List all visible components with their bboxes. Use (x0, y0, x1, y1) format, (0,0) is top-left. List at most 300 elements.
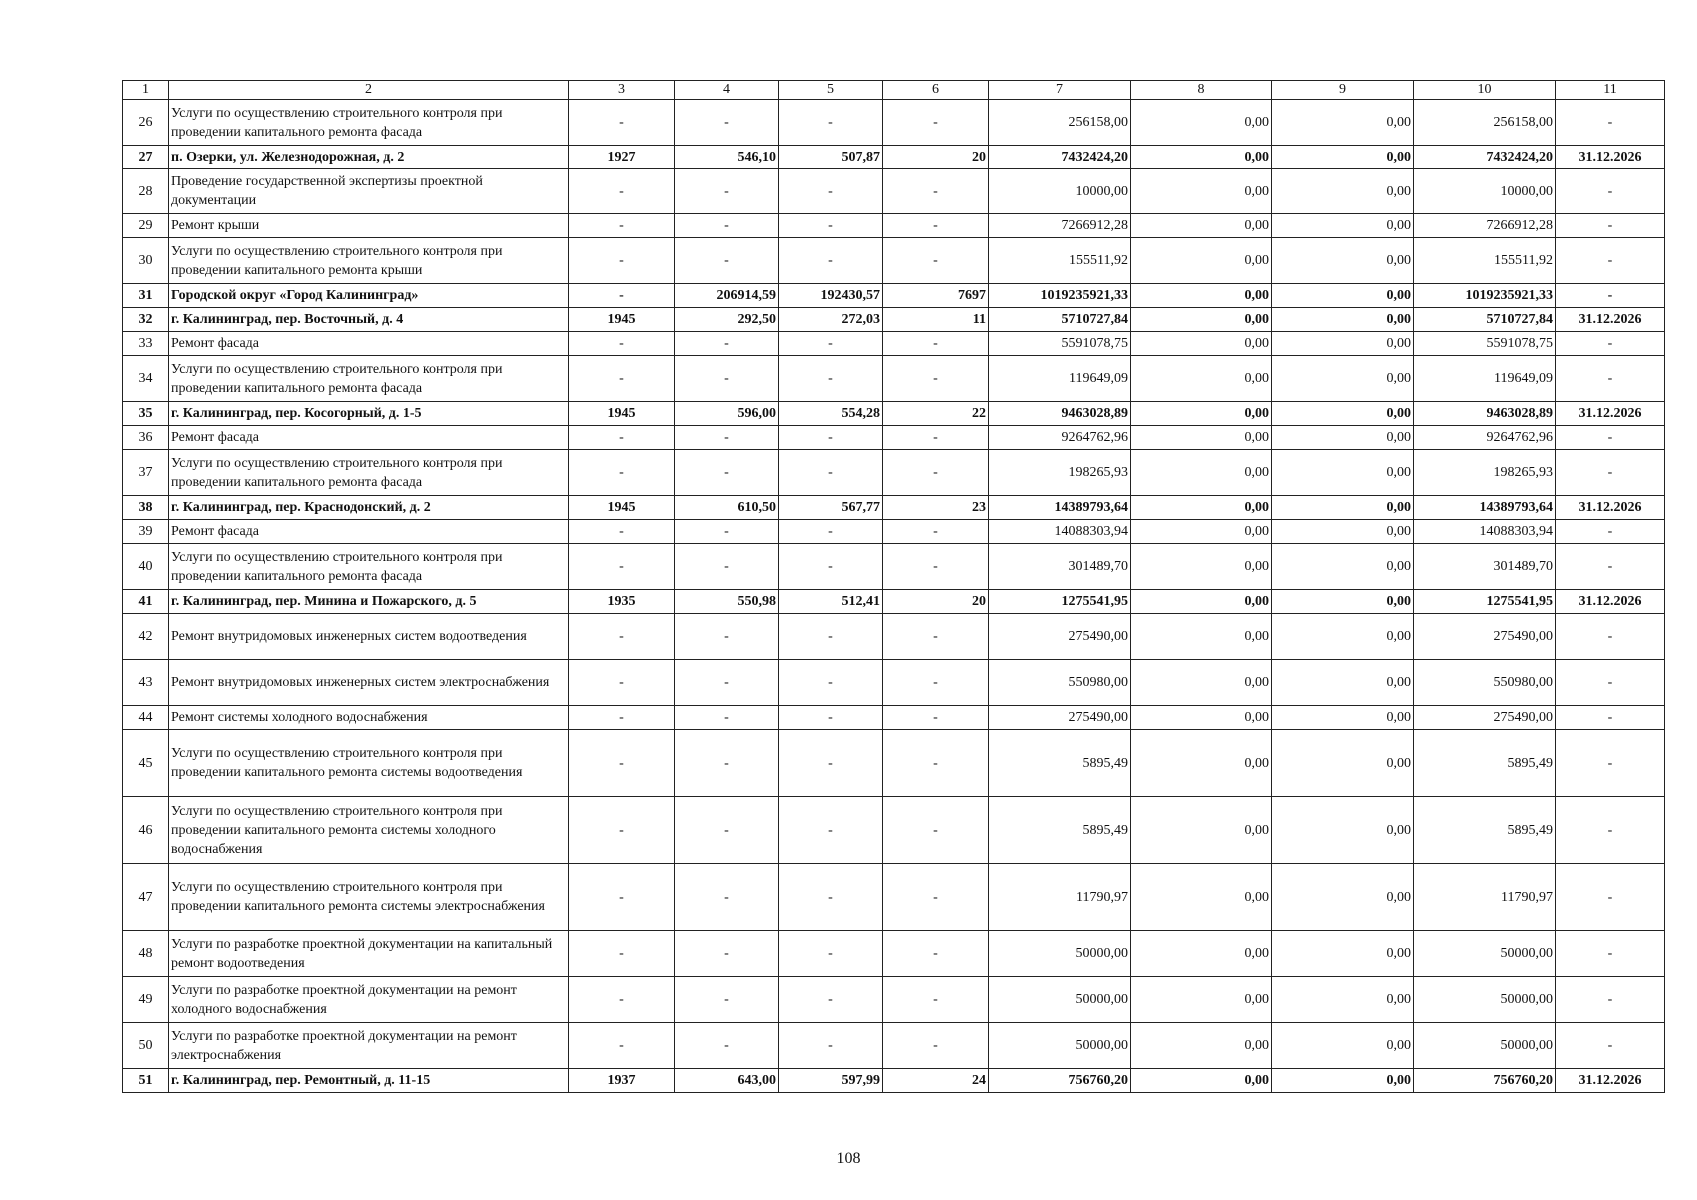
residents-cell: 7697 (883, 284, 989, 308)
total-area-cell: - (675, 214, 779, 238)
residents-cell: - (883, 730, 989, 797)
living-area-cell: - (779, 238, 883, 284)
completion-date-cell: - (1556, 660, 1665, 706)
work-item-row (123, 544, 1665, 590)
row-number-cell: 47 (123, 864, 169, 931)
owner-funds-cell: 5710727,84 (1414, 308, 1556, 332)
residents-cell: - (883, 169, 989, 214)
federal-funds-cell: 0,00 (1131, 100, 1272, 146)
item-name-cell: Услуги по осуществлению строительного контроля при проведении капитального ремонта системы водоотведения (169, 730, 569, 797)
residents-cell: - (883, 544, 989, 590)
regional-funds-cell: 0,00 (1272, 520, 1414, 544)
year-built-cell: - (569, 238, 675, 284)
federal-funds-cell: 0,00 (1131, 1023, 1272, 1069)
federal-funds-cell: 0,00 (1131, 496, 1272, 520)
owner-funds-cell: 9463028,89 (1414, 402, 1556, 426)
living-area-cell: 554,28 (779, 402, 883, 426)
address-row (123, 308, 1665, 332)
total-cost-cell: 256158,00 (989, 100, 1131, 146)
total-area-cell: - (675, 706, 779, 730)
living-area-cell: - (779, 520, 883, 544)
item-name-cell: Услуги по осуществлению строительного контроля при проведении капитального ремонта фасада (169, 450, 569, 496)
federal-funds-cell: 0,00 (1131, 214, 1272, 238)
year-built-cell: - (569, 356, 675, 402)
row-number-cell: 31 (123, 284, 169, 308)
row-number-cell: 44 (123, 706, 169, 730)
federal-funds-cell: 0,00 (1131, 614, 1272, 660)
year-built-cell: - (569, 706, 675, 730)
federal-funds-cell: 0,00 (1131, 706, 1272, 730)
item-name-cell: Услуги по осуществлению строительного контроля при проведении капитального ремонта системы холодного водоснабжения (169, 797, 569, 864)
living-area-cell: - (779, 332, 883, 356)
work-item-row (123, 169, 1665, 214)
address-row (123, 590, 1665, 614)
work-item-row (123, 864, 1665, 931)
year-built-cell: - (569, 614, 675, 660)
item-name-cell: Ремонт фасада (169, 332, 569, 356)
work-item-row (123, 614, 1665, 660)
year-built-cell: 1937 (569, 1069, 675, 1093)
regional-funds-cell: 0,00 (1272, 332, 1414, 356)
total-area-cell: - (675, 660, 779, 706)
row-number-cell: 48 (123, 931, 169, 977)
column-number-cell: 10 (1414, 81, 1556, 100)
year-built-cell: - (569, 426, 675, 450)
item-name-cell: Услуги по разработке проектной документации на капитальный ремонт водоотведения (169, 931, 569, 977)
total-area-cell: 546,10 (675, 146, 779, 169)
work-item-row (123, 797, 1665, 864)
total-cost-cell: 275490,00 (989, 614, 1131, 660)
federal-funds-cell: 0,00 (1131, 238, 1272, 284)
column-number-cell: 9 (1272, 81, 1414, 100)
residents-cell: - (883, 214, 989, 238)
total-cost-cell: 756760,20 (989, 1069, 1131, 1093)
column-number-cell: 8 (1131, 81, 1272, 100)
regional-funds-cell: 0,00 (1272, 402, 1414, 426)
completion-date-cell: - (1556, 214, 1665, 238)
row-number-cell: 50 (123, 1023, 169, 1069)
total-area-cell: 550,98 (675, 590, 779, 614)
work-item-row (123, 706, 1665, 730)
residents-cell: 20 (883, 590, 989, 614)
row-number-cell: 36 (123, 426, 169, 450)
total-cost-cell: 9463028,89 (989, 402, 1131, 426)
regional-funds-cell: 0,00 (1272, 730, 1414, 797)
year-built-cell: - (569, 864, 675, 931)
regional-funds-cell: 0,00 (1272, 1023, 1414, 1069)
work-item-row (123, 332, 1665, 356)
residents-cell: - (883, 100, 989, 146)
regional-funds-cell: 0,00 (1272, 614, 1414, 660)
total-area-cell: - (675, 1023, 779, 1069)
completion-date-cell: 31.12.2026 (1556, 1069, 1665, 1093)
row-number-cell: 49 (123, 977, 169, 1023)
completion-date-cell: - (1556, 797, 1665, 864)
federal-funds-cell: 0,00 (1131, 931, 1272, 977)
regional-funds-cell: 0,00 (1272, 100, 1414, 146)
federal-funds-cell: 0,00 (1131, 332, 1272, 356)
residents-cell: 20 (883, 146, 989, 169)
regional-funds-cell: 0,00 (1272, 450, 1414, 496)
living-area-cell: - (779, 426, 883, 450)
federal-funds-cell: 0,00 (1131, 864, 1272, 931)
living-area-cell: - (779, 1023, 883, 1069)
work-item-row (123, 356, 1665, 402)
total-area-cell: 610,50 (675, 496, 779, 520)
work-item-row (123, 931, 1665, 977)
row-number-cell: 33 (123, 332, 169, 356)
living-area-cell: 597,99 (779, 1069, 883, 1093)
completion-date-cell: - (1556, 356, 1665, 402)
total-cost-cell: 50000,00 (989, 931, 1131, 977)
column-number-cell: 1 (123, 81, 169, 100)
federal-funds-cell: 0,00 (1131, 308, 1272, 332)
residents-cell: - (883, 426, 989, 450)
total-area-cell: - (675, 864, 779, 931)
owner-funds-cell: 1019235921,33 (1414, 284, 1556, 308)
living-area-cell: 192430,57 (779, 284, 883, 308)
work-item-row (123, 660, 1665, 706)
total-area-cell: 206914,59 (675, 284, 779, 308)
residents-cell: 11 (883, 308, 989, 332)
item-name-cell: Услуги по разработке проектной документации на ремонт холодного водоснабжения (169, 977, 569, 1023)
year-built-cell: - (569, 284, 675, 308)
federal-funds-cell: 0,00 (1131, 450, 1272, 496)
item-name-cell: г. Калининград, пер. Минина и Пожарского, д. 5 (169, 590, 569, 614)
owner-funds-cell: 5895,49 (1414, 730, 1556, 797)
regional-funds-cell: 0,00 (1272, 426, 1414, 450)
year-built-cell: 1945 (569, 402, 675, 426)
column-number-cell: 4 (675, 81, 779, 100)
completion-date-cell: - (1556, 730, 1665, 797)
owner-funds-cell: 275490,00 (1414, 614, 1556, 660)
living-area-cell: - (779, 450, 883, 496)
total-cost-cell: 14389793,64 (989, 496, 1131, 520)
completion-date-cell: - (1556, 1023, 1665, 1069)
item-name-cell: Ремонт внутридомовых инженерных систем водоотведения (169, 614, 569, 660)
year-built-cell: - (569, 169, 675, 214)
owner-funds-cell: 301489,70 (1414, 544, 1556, 590)
completion-date-cell: - (1556, 864, 1665, 931)
total-cost-cell: 5710727,84 (989, 308, 1131, 332)
living-area-cell: - (779, 169, 883, 214)
owner-funds-cell: 256158,00 (1414, 100, 1556, 146)
federal-funds-cell: 0,00 (1131, 426, 1272, 450)
total-area-cell: - (675, 426, 779, 450)
work-item-row (123, 520, 1665, 544)
total-area-cell: - (675, 614, 779, 660)
year-built-cell: - (569, 797, 675, 864)
total-area-cell: - (675, 931, 779, 977)
completion-date-cell: - (1556, 544, 1665, 590)
owner-funds-cell: 14389793,64 (1414, 496, 1556, 520)
residents-cell: - (883, 356, 989, 402)
completion-date-cell: 31.12.2026 (1556, 402, 1665, 426)
residents-cell: - (883, 660, 989, 706)
regional-funds-cell: 0,00 (1272, 864, 1414, 931)
federal-funds-cell: 0,00 (1131, 730, 1272, 797)
residents-cell: - (883, 1023, 989, 1069)
column-number-cell: 3 (569, 81, 675, 100)
column-number-cell: 6 (883, 81, 989, 100)
total-cost-cell: 14088303,94 (989, 520, 1131, 544)
regional-funds-cell: 0,00 (1272, 214, 1414, 238)
total-area-cell: - (675, 100, 779, 146)
work-item-row (123, 100, 1665, 146)
federal-funds-cell: 0,00 (1131, 797, 1272, 864)
year-built-cell: - (569, 214, 675, 238)
residents-cell: 24 (883, 1069, 989, 1093)
address-row (123, 284, 1665, 308)
owner-funds-cell: 1275541,95 (1414, 590, 1556, 614)
work-item-row (123, 977, 1665, 1023)
column-number-cell: 7 (989, 81, 1131, 100)
living-area-cell: - (779, 706, 883, 730)
completion-date-cell: 31.12.2026 (1556, 146, 1665, 169)
completion-date-cell: - (1556, 977, 1665, 1023)
regional-funds-cell: 0,00 (1272, 797, 1414, 864)
total-cost-cell: 5895,49 (989, 797, 1131, 864)
federal-funds-cell: 0,00 (1131, 402, 1272, 426)
address-row (123, 496, 1665, 520)
total-cost-cell: 50000,00 (989, 977, 1131, 1023)
owner-funds-cell: 5895,49 (1414, 797, 1556, 864)
owner-funds-cell: 50000,00 (1414, 931, 1556, 977)
item-name-cell: Услуги по осуществлению строительного контроля при проведении капитального ремонта фасада (169, 544, 569, 590)
regional-funds-cell: 0,00 (1272, 977, 1414, 1023)
completion-date-cell: - (1556, 169, 1665, 214)
living-area-cell: 272,03 (779, 308, 883, 332)
living-area-cell: 567,77 (779, 496, 883, 520)
federal-funds-cell: 0,00 (1131, 544, 1272, 590)
total-cost-cell: 9264762,96 (989, 426, 1131, 450)
work-item-row (123, 214, 1665, 238)
completion-date-cell: - (1556, 520, 1665, 544)
living-area-cell: - (779, 730, 883, 797)
federal-funds-cell: 0,00 (1131, 520, 1272, 544)
row-number-cell: 40 (123, 544, 169, 590)
regional-funds-cell: 0,00 (1272, 544, 1414, 590)
total-cost-cell: 119649,09 (989, 356, 1131, 402)
living-area-cell: - (779, 660, 883, 706)
completion-date-cell: - (1556, 450, 1665, 496)
living-area-cell: - (779, 214, 883, 238)
item-name-cell: Услуги по осуществлению строительного контроля при проведении капитального ремонта крыши (169, 238, 569, 284)
residents-cell: - (883, 332, 989, 356)
item-name-cell: Услуги по осуществлению строительного контроля при проведении капитального ремонта фасада (169, 356, 569, 402)
row-number-cell: 29 (123, 214, 169, 238)
residents-cell: - (883, 614, 989, 660)
owner-funds-cell: 550980,00 (1414, 660, 1556, 706)
row-number-cell: 34 (123, 356, 169, 402)
federal-funds-cell: 0,00 (1131, 977, 1272, 1023)
completion-date-cell: - (1556, 238, 1665, 284)
regional-funds-cell: 0,00 (1272, 931, 1414, 977)
residents-cell: - (883, 797, 989, 864)
federal-funds-cell: 0,00 (1131, 660, 1272, 706)
address-row (123, 402, 1665, 426)
completion-date-cell: - (1556, 426, 1665, 450)
row-number-cell: 46 (123, 797, 169, 864)
residents-cell: - (883, 238, 989, 284)
total-cost-cell: 10000,00 (989, 169, 1131, 214)
item-name-cell: п. Озерки, ул. Железнодорожная, д. 2 (169, 146, 569, 169)
year-built-cell: - (569, 450, 675, 496)
total-cost-cell: 11790,97 (989, 864, 1131, 931)
total-cost-cell: 301489,70 (989, 544, 1131, 590)
living-area-cell: - (779, 931, 883, 977)
address-row (123, 1069, 1665, 1093)
federal-funds-cell: 0,00 (1131, 1069, 1272, 1093)
owner-funds-cell: 50000,00 (1414, 977, 1556, 1023)
total-cost-cell: 50000,00 (989, 1023, 1131, 1069)
regional-funds-cell: 0,00 (1272, 308, 1414, 332)
year-built-cell: 1935 (569, 590, 675, 614)
owner-funds-cell: 10000,00 (1414, 169, 1556, 214)
year-built-cell: - (569, 730, 675, 797)
regional-funds-cell: 0,00 (1272, 1069, 1414, 1093)
row-number-cell: 26 (123, 100, 169, 146)
year-built-cell: - (569, 332, 675, 356)
total-area-cell: - (675, 332, 779, 356)
total-area-cell: - (675, 520, 779, 544)
owner-funds-cell: 11790,97 (1414, 864, 1556, 931)
item-name-cell: Ремонт фасада (169, 520, 569, 544)
year-built-cell: - (569, 977, 675, 1023)
year-built-cell: - (569, 100, 675, 146)
owner-funds-cell: 5591078,75 (1414, 332, 1556, 356)
total-cost-cell: 7432424,20 (989, 146, 1131, 169)
owner-funds-cell: 275490,00 (1414, 706, 1556, 730)
total-cost-cell: 5591078,75 (989, 332, 1131, 356)
federal-funds-cell: 0,00 (1131, 169, 1272, 214)
column-number-cell: 11 (1556, 81, 1665, 100)
year-built-cell: - (569, 544, 675, 590)
item-name-cell: Проведение государственной экспертизы проектной документации (169, 169, 569, 214)
residents-cell: - (883, 931, 989, 977)
item-name-cell: г. Калининград, пер. Косогорный, д. 1-5 (169, 402, 569, 426)
residents-cell: - (883, 450, 989, 496)
year-built-cell: 1927 (569, 146, 675, 169)
row-number-cell: 38 (123, 496, 169, 520)
owner-funds-cell: 50000,00 (1414, 1023, 1556, 1069)
owner-funds-cell: 7266912,28 (1414, 214, 1556, 238)
completion-date-cell: - (1556, 931, 1665, 977)
item-name-cell: Ремонт фасада (169, 426, 569, 450)
owner-funds-cell: 119649,09 (1414, 356, 1556, 402)
row-number-cell: 37 (123, 450, 169, 496)
row-number-cell: 28 (123, 169, 169, 214)
work-item-row (123, 426, 1665, 450)
item-name-cell: Городской округ «Город Калининград» (169, 284, 569, 308)
year-built-cell: - (569, 931, 675, 977)
item-name-cell: Услуги по осуществлению строительного контроля при проведении капитального ремонта фасада (169, 100, 569, 146)
completion-date-cell: 31.12.2026 (1556, 496, 1665, 520)
item-name-cell: г. Калининград, пер. Ремонтный, д. 11-15 (169, 1069, 569, 1093)
regional-funds-cell: 0,00 (1272, 356, 1414, 402)
item-name-cell: Ремонт крыши (169, 214, 569, 238)
item-name-cell: Ремонт системы холодного водоснабжения (169, 706, 569, 730)
column-number-cell: 5 (779, 81, 883, 100)
living-area-cell: - (779, 797, 883, 864)
total-cost-cell: 1019235921,33 (989, 284, 1131, 308)
year-built-cell: - (569, 520, 675, 544)
residents-cell: 22 (883, 402, 989, 426)
living-area-cell: - (779, 614, 883, 660)
item-name-cell: г. Калининград, пер. Краснодонский, д. 2 (169, 496, 569, 520)
work-item-row (123, 238, 1665, 284)
living-area-cell: - (779, 544, 883, 590)
total-area-cell: - (675, 169, 779, 214)
row-number-cell: 51 (123, 1069, 169, 1093)
work-item-row (123, 450, 1665, 496)
year-built-cell: 1945 (569, 496, 675, 520)
residents-cell: - (883, 520, 989, 544)
row-number-cell: 45 (123, 730, 169, 797)
total-area-cell: 643,00 (675, 1069, 779, 1093)
federal-funds-cell: 0,00 (1131, 284, 1272, 308)
total-cost-cell: 5895,49 (989, 730, 1131, 797)
living-area-cell: - (779, 100, 883, 146)
regional-funds-cell: 0,00 (1272, 706, 1414, 730)
owner-funds-cell: 14088303,94 (1414, 520, 1556, 544)
regional-funds-cell: 0,00 (1272, 238, 1414, 284)
owner-funds-cell: 7432424,20 (1414, 146, 1556, 169)
owner-funds-cell: 9264762,96 (1414, 426, 1556, 450)
row-number-cell: 32 (123, 308, 169, 332)
item-name-cell: Услуги по осуществлению строительного контроля при проведении капитального ремонта системы электроснабжения (169, 864, 569, 931)
total-area-cell: - (675, 238, 779, 284)
item-name-cell: Услуги по разработке проектной документации на ремонт электроснабжения (169, 1023, 569, 1069)
row-number-cell: 30 (123, 238, 169, 284)
living-area-cell: - (779, 977, 883, 1023)
owner-funds-cell: 155511,92 (1414, 238, 1556, 284)
regional-funds-cell: 0,00 (1272, 496, 1414, 520)
row-number-cell: 41 (123, 590, 169, 614)
living-area-cell: 512,41 (779, 590, 883, 614)
total-cost-cell: 7266912,28 (989, 214, 1131, 238)
column-number-row (123, 81, 1665, 100)
total-area-cell: - (675, 450, 779, 496)
completion-date-cell: - (1556, 706, 1665, 730)
work-item-row (123, 1023, 1665, 1069)
total-cost-cell: 550980,00 (989, 660, 1131, 706)
total-cost-cell: 275490,00 (989, 706, 1131, 730)
work-item-row (123, 730, 1665, 797)
regional-funds-cell: 0,00 (1272, 169, 1414, 214)
completion-date-cell: - (1556, 614, 1665, 660)
completion-date-cell: - (1556, 332, 1665, 356)
total-area-cell: - (675, 797, 779, 864)
residents-cell: 23 (883, 496, 989, 520)
year-built-cell: - (569, 660, 675, 706)
row-number-cell: 27 (123, 146, 169, 169)
living-area-cell: - (779, 356, 883, 402)
total-cost-cell: 198265,93 (989, 450, 1131, 496)
owner-funds-cell: 198265,93 (1414, 450, 1556, 496)
column-number-cell: 2 (169, 81, 569, 100)
regional-funds-cell: 0,00 (1272, 590, 1414, 614)
total-area-cell: - (675, 977, 779, 1023)
regional-funds-cell: 0,00 (1272, 284, 1414, 308)
total-area-cell: 292,50 (675, 308, 779, 332)
total-cost-cell: 155511,92 (989, 238, 1131, 284)
row-number-cell: 39 (123, 520, 169, 544)
year-built-cell: 1945 (569, 308, 675, 332)
completion-date-cell: 31.12.2026 (1556, 308, 1665, 332)
year-built-cell: - (569, 1023, 675, 1069)
item-name-cell: г. Калининград, пер. Восточный, д. 4 (169, 308, 569, 332)
